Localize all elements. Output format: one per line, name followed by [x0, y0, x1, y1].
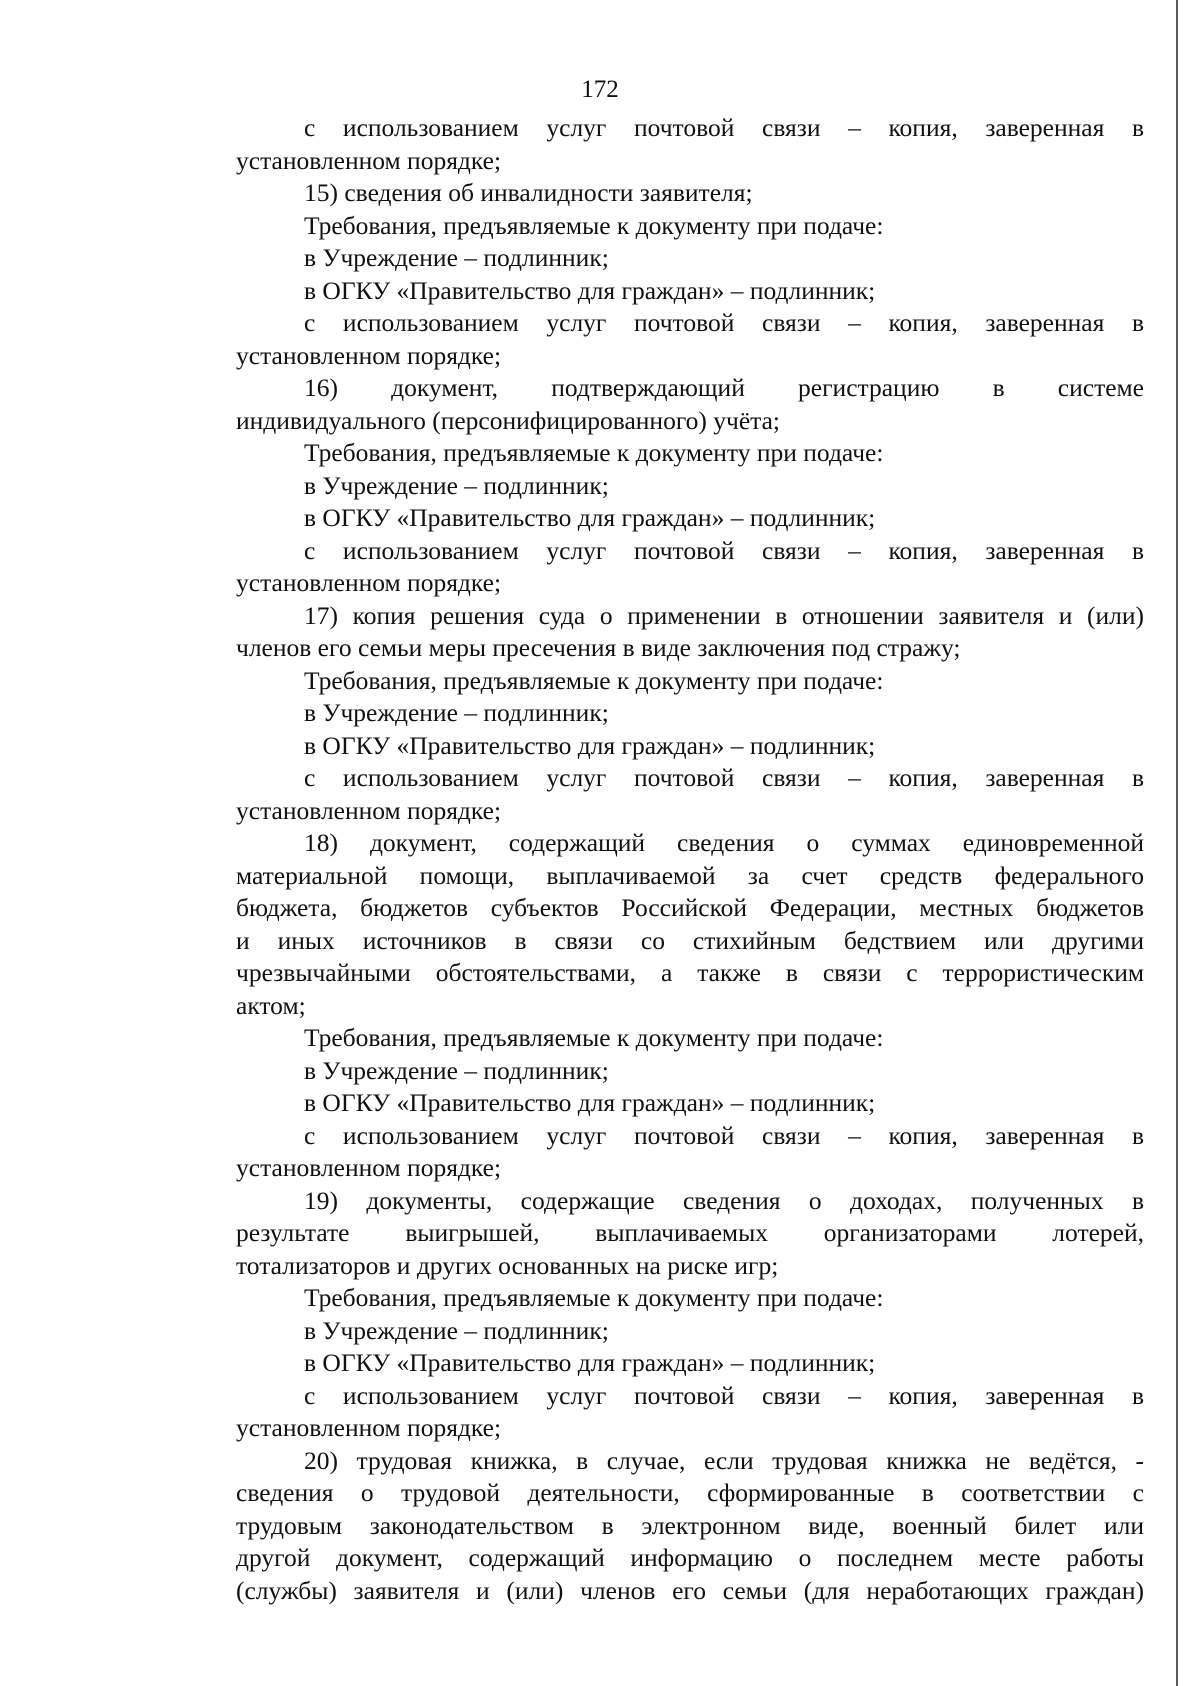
text-line: 16) документ, подтверждающий регистрацию в системе	[304, 373, 1144, 402]
text-line: индивидуального (персонифицированного) учёта;	[236, 405, 781, 435]
text-line: в Учреждение – подлинник;	[304, 243, 609, 272]
text-line: 15) сведения об инвалидности заявителя;	[304, 178, 753, 207]
text-line: тотализаторов и других основанных на риске игр;	[236, 1250, 779, 1280]
text-line: в ОГКУ «Правительство для граждан» – подлинник;	[304, 275, 876, 305]
text-line: установленном порядке;	[236, 145, 502, 175]
text-line: в Учреждение – подлинник;	[304, 698, 609, 727]
text-line: бюджета, бюджетов субъектов Российской Федерации, местных бюджетов	[236, 893, 1144, 922]
text-line: с использованием услуг почтовой связи – копия, заверенная в	[304, 1380, 1144, 1410]
text-line: другой документ, содержащий информацию о последнем месте работы	[236, 1543, 1144, 1572]
text-line: сведения о трудовой деятельности, сформированные в соответствии с	[236, 1478, 1144, 1507]
text-line: чрезвычайными обстоятельствами, а также в связи с террористическим	[236, 958, 1144, 987]
text-line: 19) документы, содержащие сведения о доходах, полученных в	[304, 1185, 1144, 1215]
text-line: трудовым законодательством в электронном виде, военный билет или	[236, 1510, 1144, 1540]
text-line: и иных источников в связи со стихийным бедствием или другими	[236, 925, 1144, 955]
text-line: Требования, предъявляемые к документу при подаче:	[304, 1283, 884, 1312]
text-line: 17) копия решения суда о применении в отношении заявителя и (или)	[304, 600, 1144, 630]
text-line: в Учреждение – подлинник;	[304, 1055, 609, 1085]
text-line: 20) трудовая книжка, в случае, если трудовая книжка не ведётся, -	[304, 1445, 1144, 1475]
text-line: в ОГКУ «Правительство для граждан» – подлинник;	[304, 1088, 876, 1117]
text-line: в ОГКУ «Правительство для граждан» – подлинник;	[304, 1348, 876, 1377]
page-number: 172	[581, 76, 619, 103]
text-line: Требования, предъявляемые к документу при подаче:	[304, 1023, 884, 1052]
text-line: в ОГКУ «Правительство для граждан» – подлинник;	[304, 730, 876, 760]
text-line: материальной помощи, выплачиваемой за счет средств федерального	[236, 860, 1144, 890]
text-line: Требования, предъявляемые к документу при подаче:	[304, 665, 884, 695]
text-line: установленном порядке;	[236, 1153, 502, 1182]
text-line: установленном порядке;	[236, 1413, 502, 1442]
text-line: с использованием услуг почтовой связи – копия, заверенная в	[304, 1120, 1144, 1150]
text-line: установленном порядке;	[236, 568, 502, 597]
text-line: в Учреждение – подлинник;	[304, 1315, 609, 1345]
scan-edge-line	[1176, 0, 1178, 1686]
document-body	[236, 112, 1144, 1607]
text-line: в ОГКУ «Правительство для граждан» – подлинник;	[304, 503, 876, 532]
text-line: с использованием услуг почтовой связи – копия, заверенная в	[304, 308, 1144, 337]
text-line: с использованием услуг почтовой связи – копия, заверенная в	[304, 535, 1144, 565]
text-line: в Учреждение – подлинник;	[304, 470, 609, 500]
text-line: с использованием услуг почтовой связи – копия, заверенная в	[304, 113, 1144, 142]
text-line: (службы) заявителя и (или) членов его семьи (для неработающих граждан)	[236, 1575, 1144, 1605]
text-line: Требования, предъявляемые к документу при подаче:	[304, 438, 884, 467]
text-line: Требования, предъявляемые к документу при подаче:	[304, 210, 884, 240]
text-line: с использованием услуг почтовой связи – копия, заверенная в	[304, 763, 1144, 792]
text-line: 18) документ, содержащий сведения о суммах единовременной	[304, 828, 1144, 857]
text-line: установленном порядке;	[236, 795, 502, 825]
text-line: актом;	[236, 990, 306, 1020]
text-line: результате выигрышей, выплачиваемых организаторами лотерей,	[236, 1218, 1144, 1247]
text-line: членов его семьи меры пресечения в виде заключения под стражу;	[236, 633, 961, 662]
text-line: установленном порядке;	[236, 340, 502, 370]
